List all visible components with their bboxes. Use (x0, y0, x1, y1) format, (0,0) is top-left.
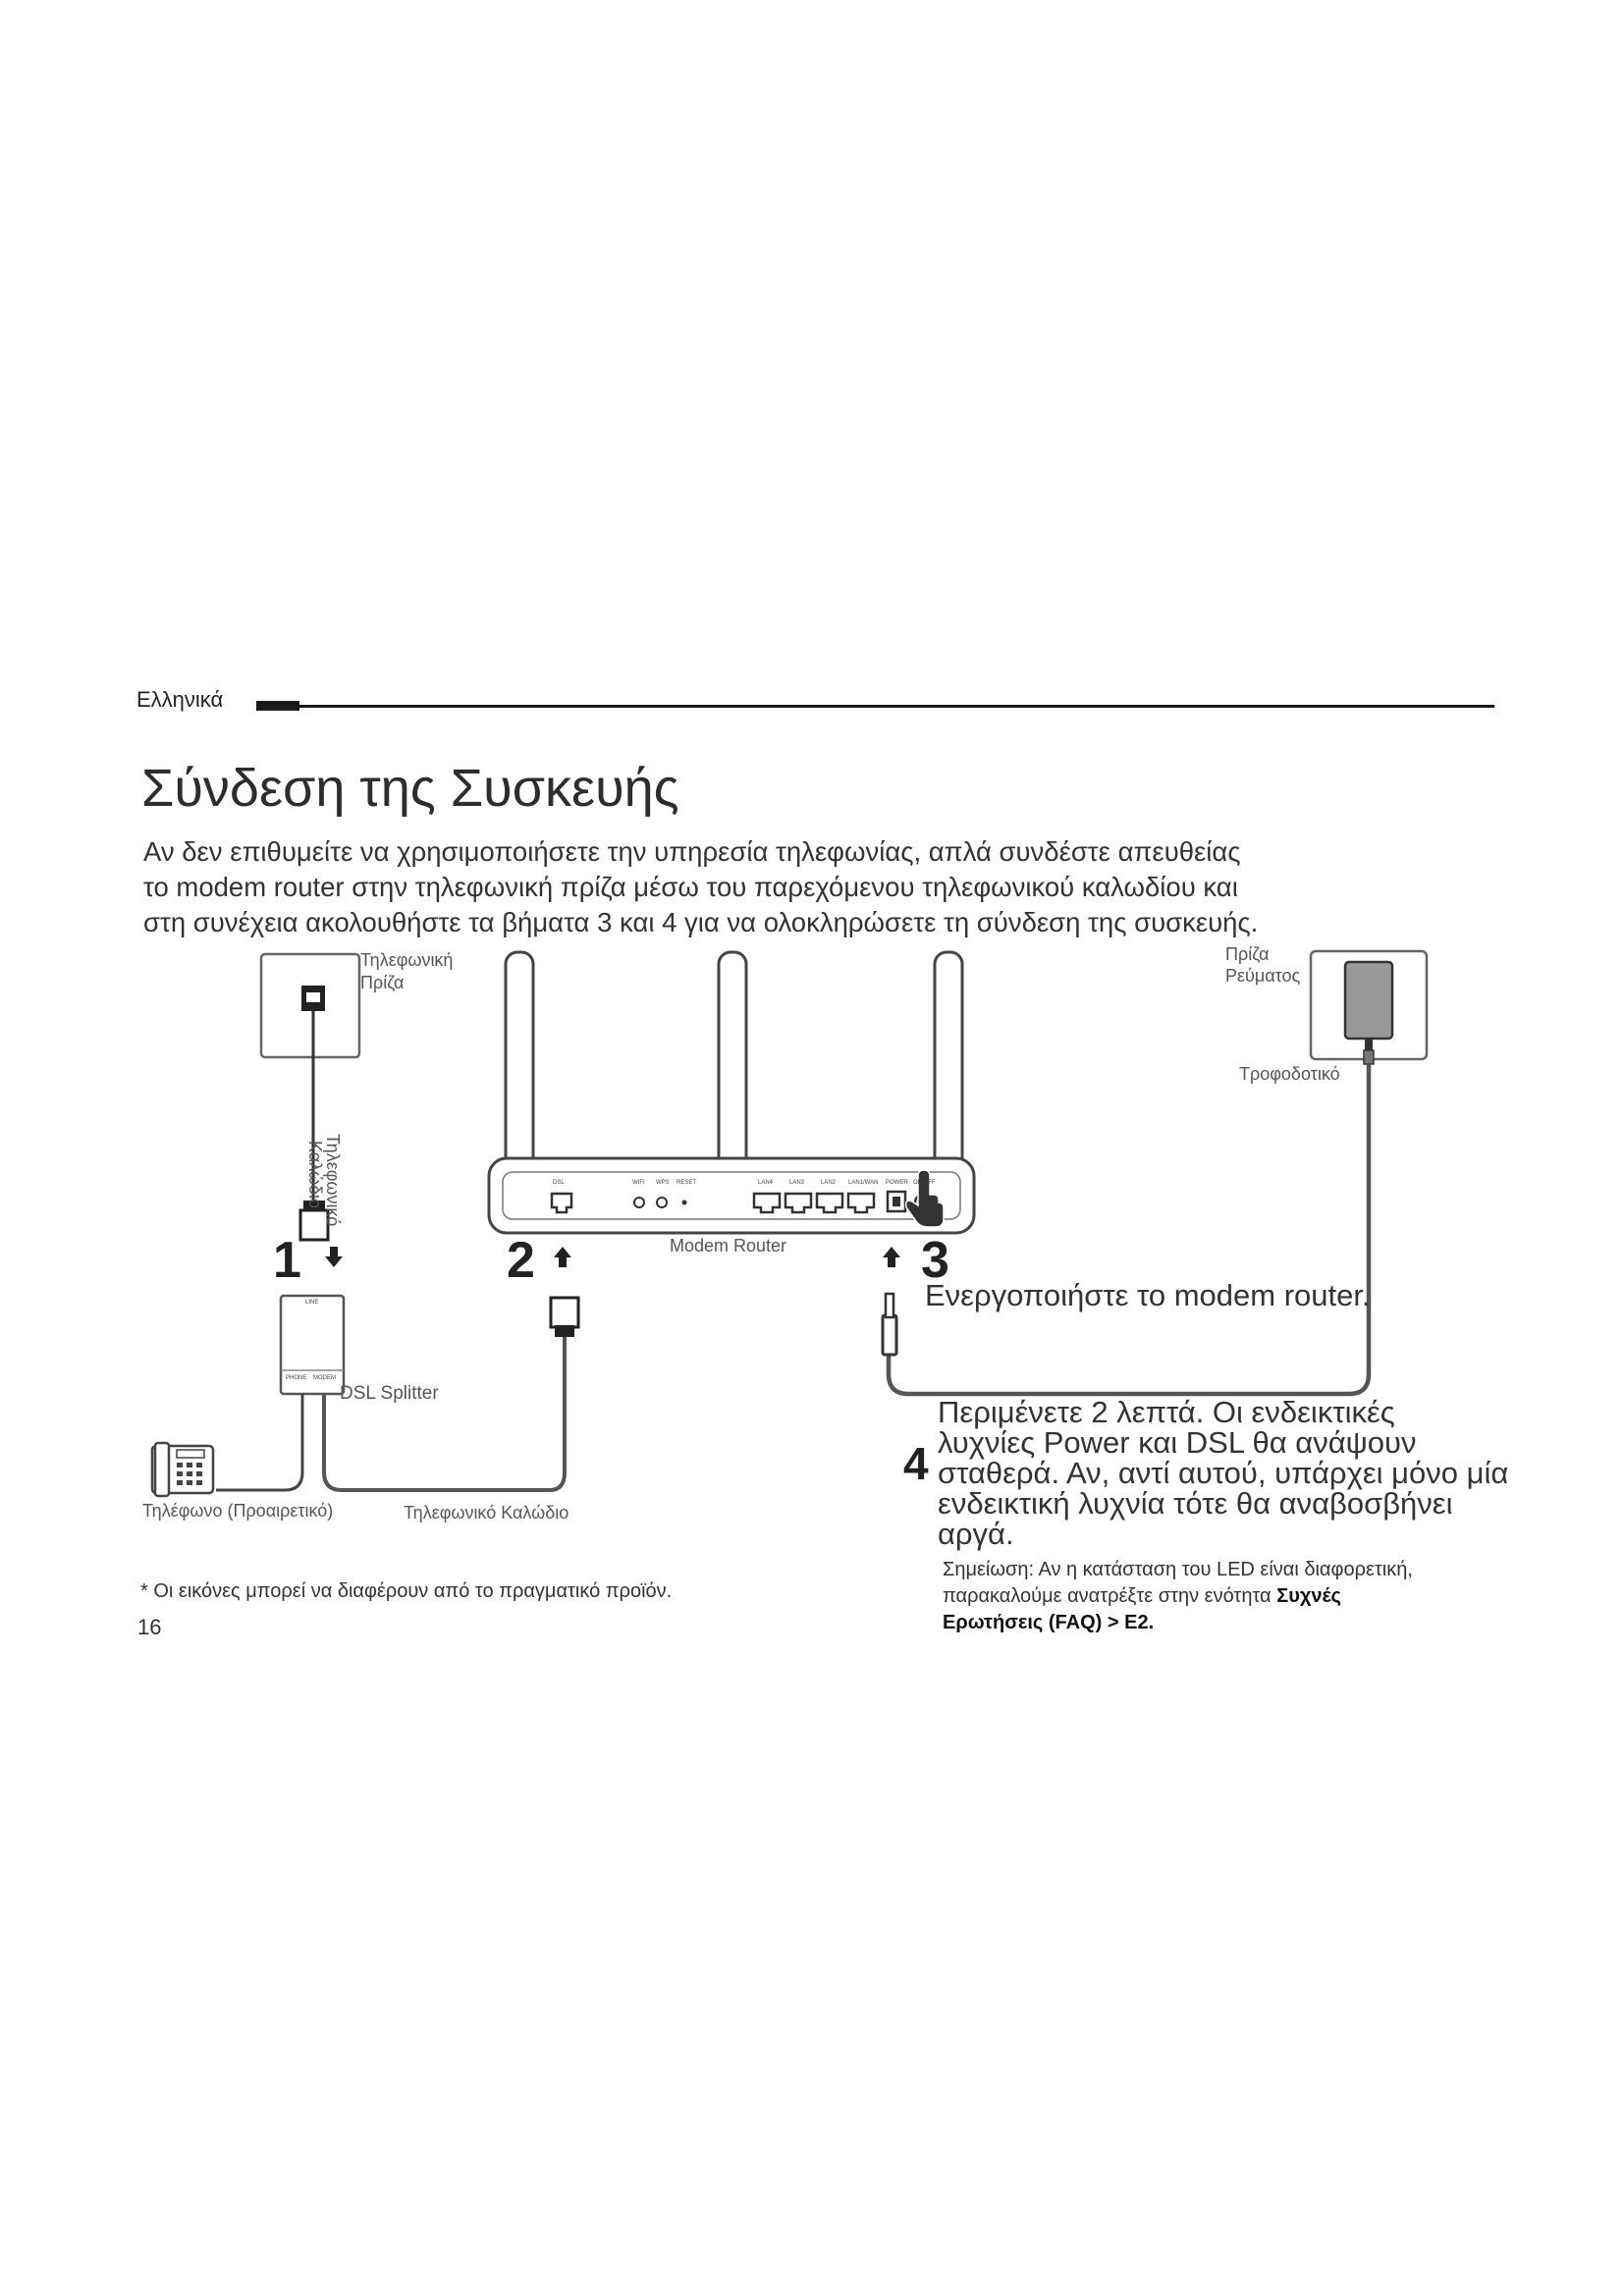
port-label-dsl: DSL (553, 1180, 565, 1186)
step-4-line-2: λυχνίες Power και DSL θα ανάψουν (938, 1425, 1417, 1460)
telephone-icon (152, 1443, 213, 1496)
router-antennas (506, 952, 962, 1178)
rj11-plug-2 (551, 1298, 578, 1337)
arrow-up-icon (554, 1247, 571, 1267)
port-label-wifi: WIFI (632, 1180, 645, 1186)
footnote: * Οι εικόνες μπορεί να διαφέρουν από το πραγματικό προϊόν. (140, 1580, 673, 1602)
faq-link-part-2[interactable]: Ερωτήσεις (FAQ) > E2. (943, 1612, 1155, 1633)
phone-cable-vertical-label-1: Τηλεφωνικό (323, 1134, 343, 1227)
page-title: Σύνδεση της Συσκευής (141, 759, 679, 818)
note-line-2 (943, 1585, 1341, 1608)
step-2-number: 2 (507, 1232, 535, 1289)
modem-router (489, 1158, 974, 1233)
phone-jack-label-2: Πρίζα (360, 973, 405, 992)
port-label-lan2: LAN2 (821, 1180, 837, 1186)
phone-wall-jack (261, 954, 359, 1057)
intro-line-3: στη συνέχεια ακολουθήστε τα βήματα 3 και 4 για να ολοκληρώσετε τη σύνδεση της συσκευής. (143, 907, 1259, 937)
port-label-reset: RESET (677, 1180, 697, 1186)
arrow-down-icon (325, 1247, 343, 1267)
note-line-3 (943, 1612, 1154, 1634)
faq-link-part-1[interactable]: Συχνές (1276, 1585, 1341, 1607)
intro-line-2: το modem router στην τηλεφωνική πρίζα μέσω του παρεχόμενου τηλεφωνικού καλωδίου και (143, 872, 1238, 902)
power-adapter (1364, 1039, 1374, 1064)
step-4-number: 4 (903, 1438, 929, 1489)
power-outlet-label-1: Πρίζα (1225, 944, 1270, 964)
port-label-power: POWER (886, 1180, 908, 1186)
splitter-label-phone: PHONE (286, 1375, 307, 1381)
note-line-2-prefix: παρακαλούμε ανατρέξτε στην ενότητα (943, 1585, 1277, 1607)
port-label-lan1: LAN1/WAN (848, 1180, 879, 1186)
step-4-line-1: Περιμένετε 2 λεπτά. Οι ενδεικτικές (938, 1395, 1395, 1429)
port-label-lan4: LAN4 (758, 1180, 774, 1186)
arrow-up-icon (883, 1247, 900, 1267)
language-label: Ελληνικά (136, 687, 224, 712)
port-label-onoff: ON/OFF (913, 1180, 936, 1186)
dc-power-plug (883, 1294, 896, 1355)
port-label-lan3: LAN3 (789, 1180, 805, 1186)
dsl-splitter-label: DSL Splitter (340, 1383, 439, 1404)
power-outlet-label-2: Ρεύματος (1225, 966, 1301, 986)
step-1-number: 1 (273, 1232, 301, 1289)
phone-cable-2 (324, 1335, 565, 1490)
step-4-line-4: ενδεικτική λυχνία τότε θα αναβοσβήνει (938, 1486, 1453, 1521)
step-4-line-5: αργά. (938, 1517, 1014, 1551)
port-label-wps: WPS (656, 1180, 670, 1186)
intro-line-1: Αν δεν επιθυμείτε να χρησιμοποιήσετε την υπηρεσία τηλεφωνίας, απλά συνδέστε απευθείας (143, 836, 1241, 867)
phone-jack-label-1: Τηλεφωνική (360, 950, 454, 970)
phone-cable-vertical-label-2: Καλώδιο (305, 1141, 325, 1209)
step-4-line-3: σταθερά. Αν, αντί αυτού, υπάρχει μόνο μία (938, 1456, 1509, 1490)
step-3-number: 3 (921, 1232, 949, 1289)
page-number: 16 (137, 1615, 162, 1639)
splitter-label-line: LINE (305, 1300, 319, 1306)
power-adapter-label: Τροφοδοτικό (1239, 1064, 1340, 1084)
telephone-label: Τηλέφωνο (Προαιρετικό) (142, 1501, 334, 1521)
splitter-label-modem: MODEM (313, 1375, 336, 1381)
step-3-text: Ενεργοποιήστε το modem router. (925, 1278, 1371, 1312)
telephone-cable (216, 1394, 302, 1490)
phone-cable-label: Τηλεφωνικό Καλώδιο (404, 1503, 569, 1522)
note-line-1: Σημείωση: Αν η κατάσταση του LED είναι διαφορετική, (943, 1559, 1413, 1580)
modem-router-label: Modem Router (670, 1236, 787, 1255)
